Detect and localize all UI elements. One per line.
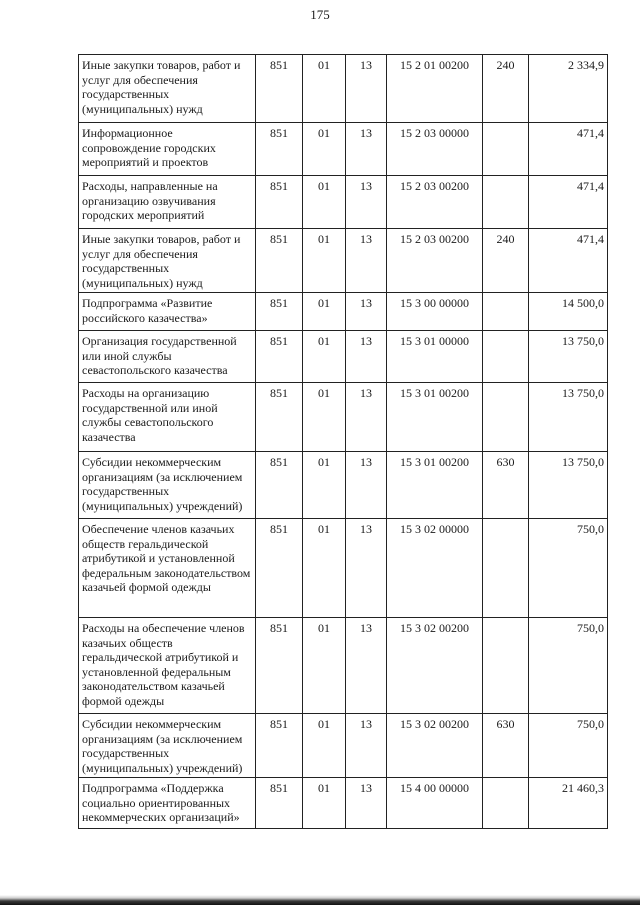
row-amount: 13 750,0 xyxy=(529,331,608,383)
row-amount: 750,0 xyxy=(529,714,608,778)
row-section-code: 01 xyxy=(303,714,346,778)
table-row xyxy=(79,519,608,618)
row-description: Иные закупки товаров, работ и услуг для обеспечения государственных (муниципальных) нужд xyxy=(79,229,256,293)
row-amount: 13 750,0 xyxy=(529,452,608,519)
row-subsection-code: 13 xyxy=(346,714,387,778)
row-description: Подпрограмма «Поддержка социально ориентированных некоммерческих организаций» xyxy=(79,778,256,829)
row-expense-type-code xyxy=(483,778,529,829)
row-description: Подпрограмма «Развитие российского казачества» xyxy=(79,293,256,331)
row-description: Расходы, направленные на организацию озвучивания городских мероприятий xyxy=(79,176,256,229)
row-target-article-code: 15 3 02 00200 xyxy=(387,618,483,714)
row-description: Расходы на организацию государственной или иной службы севастопольского казачества xyxy=(79,383,256,452)
row-grbs-code: 851 xyxy=(256,229,303,293)
row-expense-type-code xyxy=(483,293,529,331)
row-grbs-code: 851 xyxy=(256,452,303,519)
row-description: Иные закупки товаров, работ и услуг для обеспечения государственных (муниципальных) нужд xyxy=(79,55,256,123)
table-row xyxy=(79,229,608,293)
row-grbs-code: 851 xyxy=(256,714,303,778)
row-target-article-code: 15 3 01 00200 xyxy=(387,383,483,452)
row-subsection-code: 13 xyxy=(346,176,387,229)
table-row xyxy=(79,383,608,452)
row-target-article-code: 15 2 03 00000 xyxy=(387,123,483,176)
table-row xyxy=(79,452,608,519)
page-number: 175 xyxy=(310,7,330,22)
row-description: Обеспечение членов казачьих обществ геральдической атрибутикой и установленной федеральным законодательством казачьей формой одежды xyxy=(79,519,256,618)
row-expense-type-code: 630 xyxy=(483,452,529,519)
row-subsection-code: 13 xyxy=(346,452,387,519)
row-subsection-code: 13 xyxy=(346,331,387,383)
row-section-code: 01 xyxy=(303,331,346,383)
row-section-code: 01 xyxy=(303,519,346,618)
row-subsection-code: 13 xyxy=(346,618,387,714)
row-section-code: 01 xyxy=(303,383,346,452)
row-section-code: 01 xyxy=(303,55,346,123)
row-amount: 471,4 xyxy=(529,176,608,229)
row-section-code: 01 xyxy=(303,618,346,714)
table-row xyxy=(79,618,608,714)
row-amount: 750,0 xyxy=(529,519,608,618)
row-amount: 471,4 xyxy=(529,123,608,176)
table-row xyxy=(79,55,608,123)
row-amount: 2 334,9 xyxy=(529,55,608,123)
row-expense-type-code xyxy=(483,176,529,229)
row-target-article-code: 15 3 00 00000 xyxy=(387,293,483,331)
row-amount: 13 750,0 xyxy=(529,383,608,452)
scan-edge xyxy=(0,895,640,905)
row-section-code: 01 xyxy=(303,293,346,331)
row-subsection-code: 13 xyxy=(346,383,387,452)
row-description: Расходы на обеспечение членов казачьих обществ геральдической атрибутикой и установленной федеральным законодательством казачьей формой одежды xyxy=(79,618,256,714)
row-target-article-code: 15 3 02 00000 xyxy=(387,519,483,618)
row-expense-type-code xyxy=(483,383,529,452)
row-subsection-code: 13 xyxy=(346,519,387,618)
row-amount: 21 460,3 xyxy=(529,778,608,829)
row-expense-type-code: 240 xyxy=(483,55,529,123)
row-target-article-code: 15 2 03 00200 xyxy=(387,176,483,229)
row-target-article-code: 15 2 03 00200 xyxy=(387,229,483,293)
row-grbs-code: 851 xyxy=(256,55,303,123)
row-section-code: 01 xyxy=(303,229,346,293)
row-expense-type-code xyxy=(483,618,529,714)
row-expense-type-code xyxy=(483,123,529,176)
row-subsection-code: 13 xyxy=(346,123,387,176)
row-target-article-code: 15 4 00 00000 xyxy=(387,778,483,829)
row-grbs-code: 851 xyxy=(256,618,303,714)
row-section-code: 01 xyxy=(303,778,346,829)
row-target-article-code: 15 2 01 00200 xyxy=(387,55,483,123)
row-expense-type-code: 240 xyxy=(483,229,529,293)
budget-table xyxy=(78,54,608,829)
table-row xyxy=(79,293,608,331)
row-target-article-code: 15 3 01 00000 xyxy=(387,331,483,383)
row-description: Организация государственной или иной службы севастопольского казачества xyxy=(79,331,256,383)
row-grbs-code: 851 xyxy=(256,331,303,383)
row-expense-type-code: 630 xyxy=(483,714,529,778)
row-amount: 750,0 xyxy=(529,618,608,714)
row-expense-type-code xyxy=(483,519,529,618)
row-subsection-code: 13 xyxy=(346,229,387,293)
row-subsection-code: 13 xyxy=(346,55,387,123)
table-row xyxy=(79,176,608,229)
row-description: Информационное сопровождение городских мероприятий и проектов xyxy=(79,123,256,176)
table-row xyxy=(79,123,608,176)
row-grbs-code: 851 xyxy=(256,176,303,229)
table-row xyxy=(79,778,608,829)
table-row xyxy=(79,714,608,778)
row-target-article-code: 15 3 02 00200 xyxy=(387,714,483,778)
row-section-code: 01 xyxy=(303,123,346,176)
row-amount: 14 500,0 xyxy=(529,293,608,331)
row-amount: 471,4 xyxy=(529,229,608,293)
row-grbs-code: 851 xyxy=(256,778,303,829)
row-section-code: 01 xyxy=(303,452,346,519)
row-target-article-code: 15 3 01 00200 xyxy=(387,452,483,519)
row-grbs-code: 851 xyxy=(256,383,303,452)
row-description: Субсидии некоммерческим организациям (за исключением государственных (муниципальных) учреждений) xyxy=(79,714,256,778)
row-grbs-code: 851 xyxy=(256,123,303,176)
row-subsection-code: 13 xyxy=(346,778,387,829)
row-description: Субсидии некоммерческим организациям (за исключением государственных (муниципальных) учреждений) xyxy=(79,452,256,519)
row-expense-type-code xyxy=(483,331,529,383)
row-subsection-code: 13 xyxy=(346,293,387,331)
row-section-code: 01 xyxy=(303,176,346,229)
budget-table-body xyxy=(79,55,608,829)
row-grbs-code: 851 xyxy=(256,293,303,331)
row-grbs-code: 851 xyxy=(256,519,303,618)
table-row xyxy=(79,331,608,383)
